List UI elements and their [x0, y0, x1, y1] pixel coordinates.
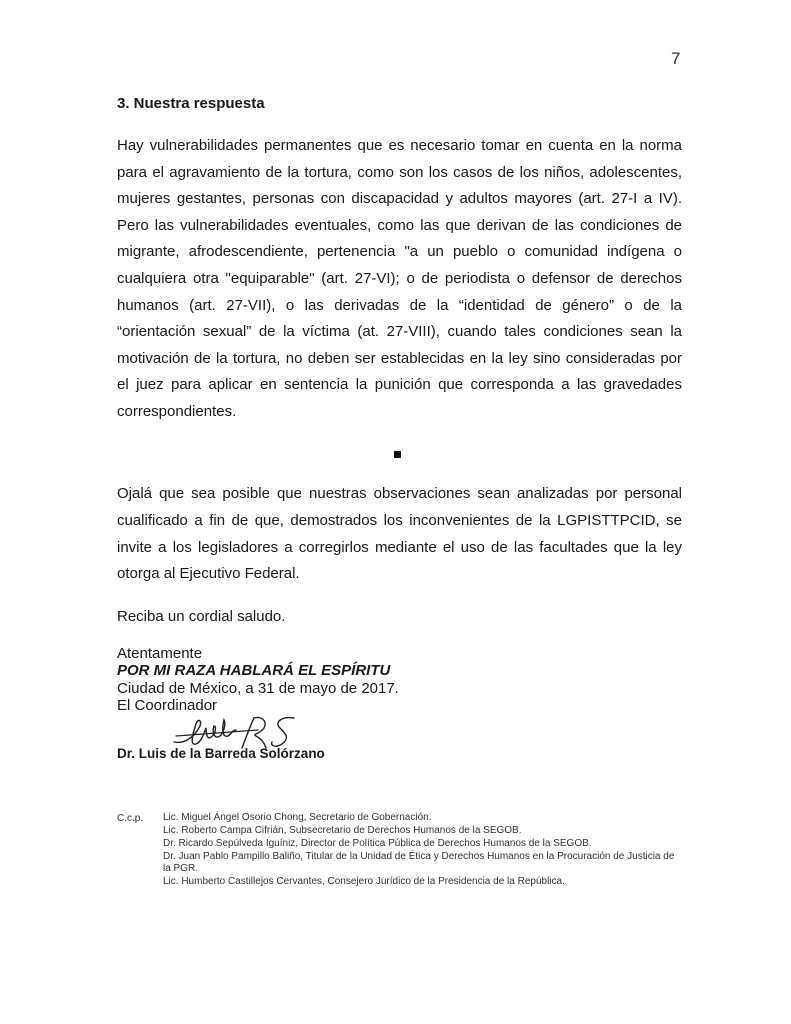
section-separator — [394, 451, 401, 458]
place-date: Ciudad de México, a 31 de mayo de 2017. — [117, 679, 399, 697]
ccp-recipient-list — [163, 812, 683, 889]
paragraph-response: Hay vulnerabilidades permanentes que es necesario tomar en cuenta en la norma para el agravamiento de la tortura, como son los casos de los niños, adolescentes, mujeres gestantes, personas con discapacidad y adultos mayores (art. 27-I a IV). Pero las vulnerabilidades eventuales, como las que derivan de las condiciones de migrante, afrodescendiente, pertenencia "a un pueblo o comunidad indígena o cualquiera otra "equiparable" (art. 27-VI); o de periodista o defensor de derechos humanos (art. 27-VII), o las derivadas de la “identidad de género” o de la “orientación sexual” de la víctima (at. 27-VIII), cuando tales condiciones sean la motivación de la tortura, no deben ser establecidas en la ley sino consideradas por el juez para aplicar en sentencia la punición que corresponda a las gravedades correspondientes. — [117, 137, 682, 420]
ccp-label: C.c.p. — [117, 813, 144, 824]
ccp-recipient: Dr. Juan Pablo Pampillo Baliño, Titular de la Unidad de Ética y Derechos Humanos en la Procuración de Justicia de la PGR. — [163, 851, 675, 875]
motto: POR MI RAZA HABLARÁ EL ESPÍRITU — [117, 662, 391, 680]
ccp-recipient: Dr. Ricardo Sepúlveda Iguíniz, Director de Política Pública de Derechos Humanos de la SEGOB. — [163, 838, 592, 849]
ccp-recipient: Lic. Humberto Castillejos Cervantes, Consejero Jurídico de la Presidencia de la República. — [163, 876, 565, 888]
closing-block — [117, 645, 399, 715]
page-number: 7 — [671, 49, 681, 68]
section-heading: 3. Nuestra respuesta — [117, 95, 265, 112]
salutation: Atentamente — [117, 645, 203, 662]
ccp-recipient: Lic. Roberto Campa Cifrián, Subsecretario de Derechos Humanos de la SEGOB. — [163, 825, 522, 836]
ccp-recipient: Lic. Miguel Ángel Osorio Chong, Secretario de Gobernación. — [163, 812, 432, 823]
paragraph-closing-remarks: Ojalá que sea posible que nuestras observaciones sean analizadas por personal cualificado a fin de que, demostrados los inconvenientes de la LGPISTTPCID, se invite a los legisladores a corregirlos mediante el uso de las facultades que la ley otorga al Ejecutivo Federal. — [117, 485, 682, 583]
signer-role: El Coordinador — [117, 697, 218, 715]
signer-name: Dr. Luis de la Barreda Solórzano — [117, 746, 325, 761]
greeting: Reciba un cordial saludo. — [117, 608, 286, 625]
